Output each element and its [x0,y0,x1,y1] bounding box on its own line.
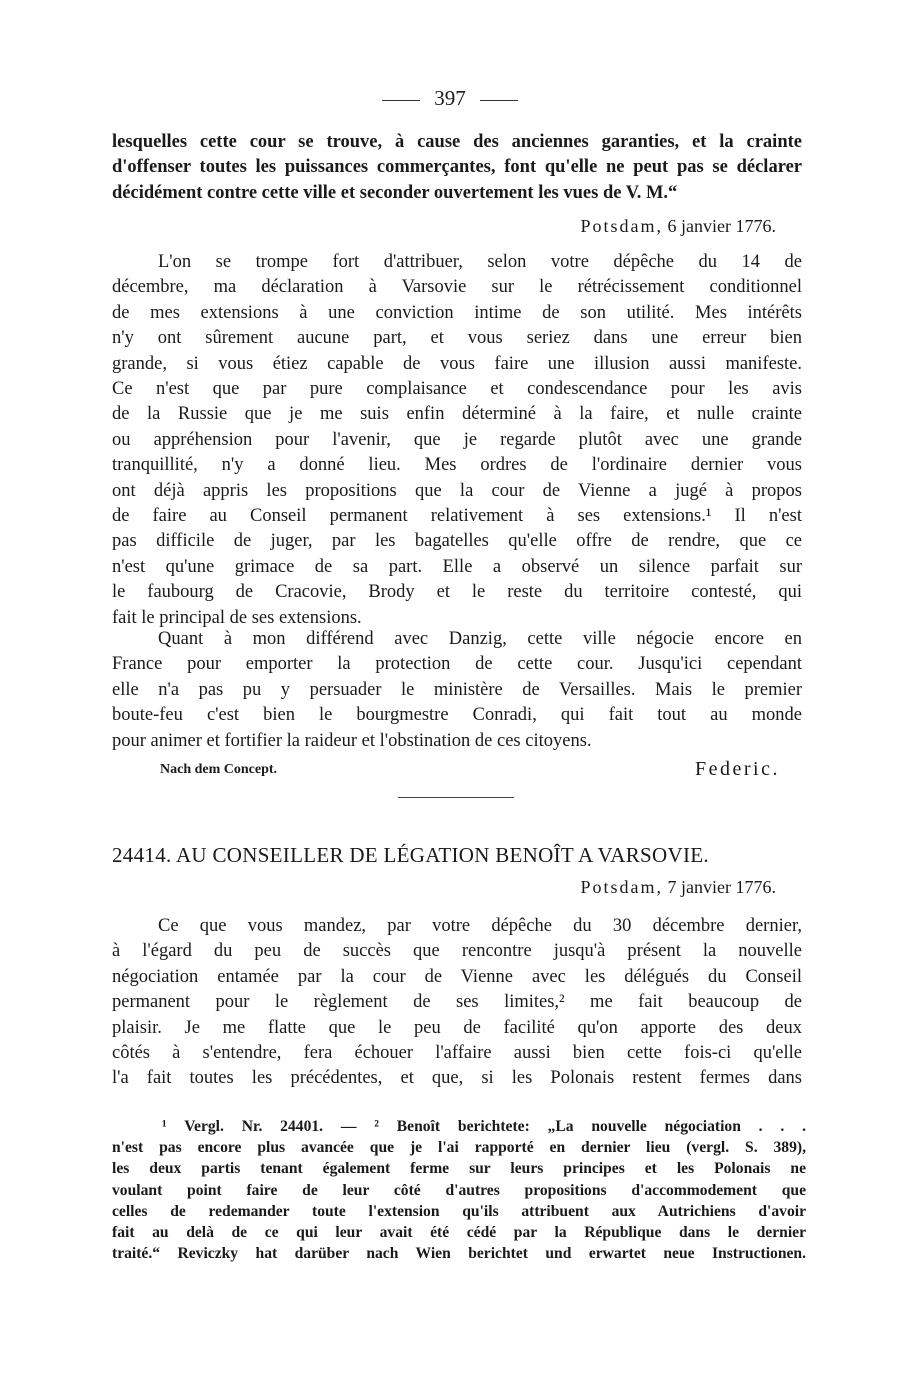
text-line: de mes extensions à une conviction intime de son utilité. Mes intérêts [112,302,802,323]
footnote-line: ¹ Vergl. Nr. 24401. — ² Benoît berichtete: „La nouvelle négociation . . . [162,1118,806,1135]
footnote-line: n'est pas encore plus avancée que je l'ai rapporté en dernier lieu (vergl. S. 389), [112,1139,806,1157]
text-line: France pour emporter la protection de cette cour. Jusqu'ici cependant [112,654,802,675]
text-line: négociation entamée par la cour de Vienne avec les délégués du Conseil [112,966,802,987]
page-number: 397 [434,86,466,110]
letter2-place: Potsdam, [580,877,664,897]
text-line: Ce n'est que par pure complaisance et condescendance pour les avis [112,379,802,400]
section-divider [398,797,514,798]
letter2-number: 24414. [112,843,172,867]
text-line: n'est qu'une grimace de sa part. Elle a observé un silence parfait sur [112,556,802,577]
letter2-heading [112,843,802,868]
text-line: L'on se trompe fort d'attribuer, selon votre dépêche du 14 de [158,252,802,272]
page-header [0,86,900,111]
text-line: à l'égard du peu de succès que rencontre jusqu'à présent la nouvelle [112,941,802,962]
header-dash-left [382,100,420,101]
text-line: elle n'a pas pu y persuader le ministère de Versailles. Mais le premier [112,679,802,700]
text-line: n'y ont sûrement aucune part, et vous seriez dans une erreur bien [112,328,802,349]
text-line: l'a fait toutes les précédentes, et que, si les Polonais restent fermes dans [112,1068,802,1089]
letter1-dateline [581,216,777,237]
text-line: plaisir. Je me flatte que le peu de facilité qu'on apporte des deux [112,1017,802,1038]
footnotes [112,1116,806,1264]
footnote-line: fait au delà de ce qui leur avait été cédé par la République dans le dernier [112,1224,806,1242]
text-line: le faubourg de Cracovie, Brody et le reste du territoire contesté, qui [112,582,802,603]
text-line: Ce que vous mandez, par votre dépêche du 30 décembre dernier, [158,916,802,936]
text-line: fait le principal de ses extensions. [112,607,362,628]
text-line: pour animer et fortifier la raideur et l'obstination de ces citoyens. [112,730,592,751]
text-line: décembre, ma déclaration à Varsovie sur le rétrécissement conditionnel [112,277,802,298]
text-line: Quant à mon différend avec Danzig, cette ville négocie encore en [158,629,802,649]
letter2-date: 7 janvier 1776. [667,877,776,897]
letter1-paragraph-2 [112,627,802,754]
text-line: boute-feu c'est bien le bourgmestre Conradi, qui fait tout au monde [112,705,802,726]
text-line: tranquillité, n'y a donné lieu. Mes ordres de l'ordinaire dernier vous [112,455,802,476]
text-line: de faire au Conseil permanent relativement à ses extensions.¹ Il n'est [112,506,802,527]
footnote-line: voulant point faire de leur côté d'autres propositions d'accommodement que [112,1181,806,1199]
letter2-dateline [581,877,777,898]
footnote-line: les deux partis tenant également ferme sur leurs principes et les Polonais ne [112,1160,806,1178]
text-line: ou appréhension pour l'avenir, que je regarde plutôt avec une grande [112,429,802,450]
signature: Federic. [695,758,780,780]
intro-paragraph [112,130,802,206]
letter1-paragraph-1 [112,250,802,631]
text-line: lesquelles cette cour se trouve, à cause des anciennes garanties, et la crainte [112,132,802,152]
text-line: permanent pour le règlement de ses limites,² me fait beaucoup de [112,992,802,1013]
text-line: d'offenser toutes les puissances commerçantes, font qu'elle ne peut pas se déclarer [112,157,802,178]
header-dash-right [480,100,518,101]
letter2-title: AU CONSEILLER DE LÉGATION BENOÎT A VARSOVIE. [175,843,709,867]
letter1-date: 6 janvier 1776. [667,216,776,236]
letter2-paragraph [112,914,802,1092]
text-line: grande, si vous étiez capable de vous faire une illusion aussi manifeste. [112,353,802,374]
letter1-place: Potsdam, [580,216,664,236]
source-note: Nach dem Concept. [160,762,278,777]
footnote-line: traité.“ Reviczky hat darüber nach Wien berichtet und erwartet neue Instructionen. [112,1245,806,1263]
text-line: ont déjà appris les propositions que la cour de Vienne a jugé à propos [112,480,802,501]
text-line: de la Russie que je me suis enfin déterminé à la faire, et nulle crainte [112,404,802,425]
text-line: décidément contre cette ville et seconder ouvertement les vues de V. M.“ [112,182,678,203]
footnote-line: celles de redemander toute l'extension qu'ils attribuent aux Autrichiens d'avoir [112,1202,806,1220]
text-line: pas difficile de juger, par les bagatelles qu'elle offre de rendre, que ce [112,531,802,552]
text-line: côtés à s'entendre, fera échouer l'affaire aussi bien cette fois-ci qu'elle [112,1043,802,1064]
